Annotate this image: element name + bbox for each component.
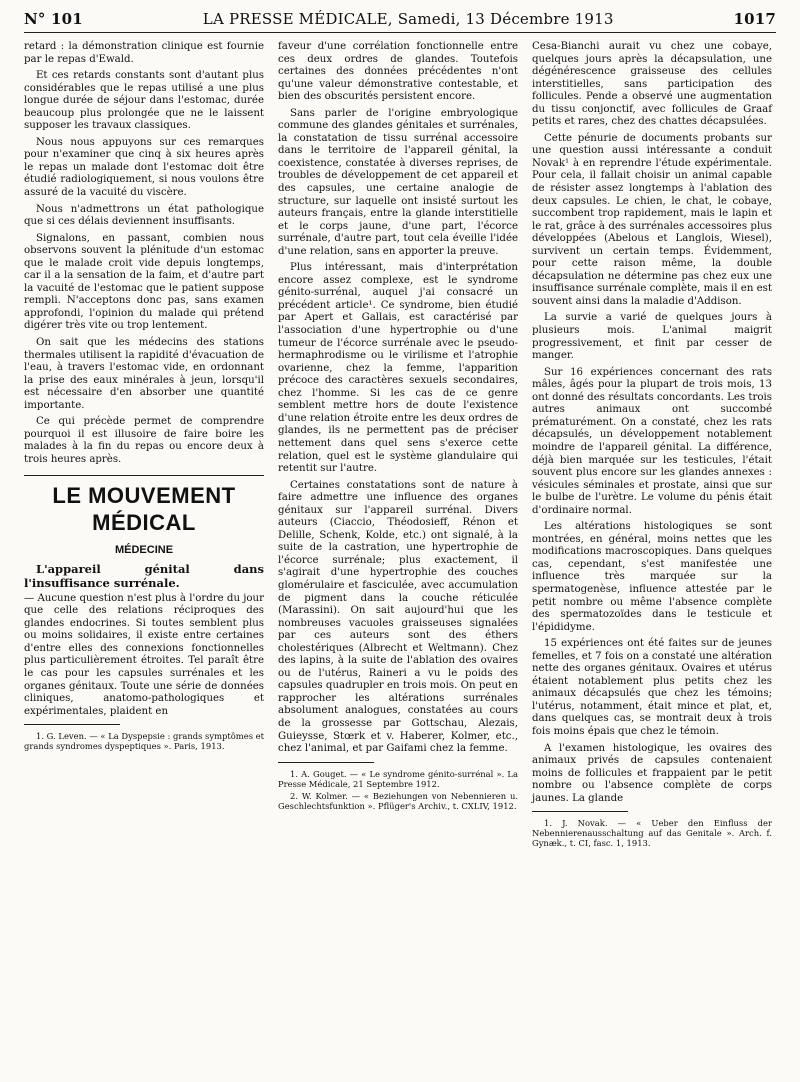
paragraph: A l'examen histologique, les ovaires des animaux privés de capsules contenaient moins de follicules et frappaient par le petit nombre ou l'absence complète de corps jaunes. La glande (532, 742, 772, 804)
column-1 (24, 41, 264, 851)
paragraph: Nous n'admettrons un état pathologique que si ces délais deviennent insuffisants. (24, 203, 264, 228)
paragraph: Ce qui précède permet de comprendre pourquoi il est illusoire de faire boire les malades à la fin du repas ou encore deux à trois heures après. (24, 416, 264, 465)
footnote-divider (24, 724, 120, 725)
paragraph: Sans parler de l'origine embryologique commune des glandes génitales et surrénales, la constatation de tissu surrénal accessoire dans le territoire de l'appareil génital, la coexistence, constatée à diverses reprises, de troubles de développement de cet appareil et des capsules, une certaine analogie de structure, sur laquelle ont insisté surtout les auteurs français, entre la glande interstitielle et le corps jaune, d'une part, l'écorce surrénale, d'autre part, tout cela éveille l'idée d'une relation, sans en apporter la preuve. (278, 107, 518, 257)
footnote: 2. W. Kolmer. — « Beziehungen von Nebennieren u. Geschlechtsfunktion ». Pflüger's Archiv., t. CXLIV, 1912. (278, 790, 518, 811)
paragraph: Sur 16 expériences concernant des rats mâles, âgés pour la plupart de trois mois, 13 ont donné des résultats concordants. Les trois autres animaux ont succombé prématurément. On a constaté, chez les rats décapsulés, un développement notablement moindre de l'appareil génital. La différence, déjà bien marquée sur les testicules, l'était souvent plus encore sur les glandes annexes : vésicules séminales et prostate, ainsi que sur le bulbe de l'urètre. Le volume du pénis était d'ordinaire normal. (532, 366, 772, 516)
paragraph: faveur d'une corrélation fonctionnelle entre ces deux ordres de glandes. Toutefois certaines des données précédentes n'ont qu'une valeur démonstrative contestable, et bien des obscurités persistent encore. (278, 41, 518, 103)
paragraph: La survie a varié de quelques jours à plusieurs mois. L'animal maigrit progressivement, et finit par cesser de manger. (532, 312, 772, 362)
section-title: LE MOUVEMENT MÉDICAL (52, 482, 236, 535)
paragraph: Signalons, en passant, combien nous observons souvent la plénitude d'un estomac que le malade croit vide depuis longtemps, car il a la sensation de la faim, et d'autre part la vacuité de l'estomac que le patient suppose rempli. N'acceptons donc pas, sans examen approfondi, l'opinion du malade qui prétend digérer très vite ou trop lentement. (24, 232, 264, 332)
article-title: L'appareil génital dans l'insuffisance surrénale. (24, 562, 264, 590)
paragraph: retard : la démonstration clinique est fournie par le repas d'Ewald. (24, 41, 264, 65)
footnote-divider (278, 762, 374, 763)
paragraph: Les altérations histologiques se sont montrées, en général, moins nettes que les modifications macroscopiques. Dans quelques cas, cependant, s'est manifestée une influence très marquée sur la spermatogenèse, influence attestée par le petit nombre ou même l'absence complète des spermatozoïdes dans le testicule et l'épididyme. (532, 521, 772, 633)
footnote: 1. J. Novak. — « Ueber den Einfluss der Nebennierenausschaltung auf das Genitale ». Arch. f. Gynæk., t. CI, fasc. 1, 1913. (532, 818, 772, 849)
paragraph: Et ces retards constants sont d'autant plus considérables que le repas utilisé a une plus longue durée de séjour dans l'estomac, durée beaucoup plus prolongée que ne le laissent supposer les travaux classiques. (24, 70, 264, 132)
page-number: 1017 (733, 10, 776, 28)
issue-number: N° 101 (24, 10, 83, 28)
footnote: 1. G. Leven. — « La Dyspepsie : grands symptômes et grands syndromes dyspeptiques ». Paris, 1913. (24, 731, 264, 752)
paragraph: Plus intéressant, mais d'interprétation encore assez complexe, est le syndrome génito-surrénal, auquel j'ai consacré un précédent article¹. Ce syndrome, bien étudié par Apert et Gallais, est caractérisé par l'association d'une hypertrophie ou d'une tumeur de l'écorce surrénale avec le pseudo-hermaphrodisme ou le virilisme et l'atrophie ovarienne, chez la femme, l'apparition précoce des caractères sexuels secondaires, chez l'homme. Si les cas de ce genre semblent mettre hors de doute l'existence d'une relation étroite entre les deux ordres de glandes, ils ne permettent pas de préciser nettement dans quel sens s'exerce cette relation, quel est le système glandulaire qui retentit sur l'autre. (278, 262, 518, 475)
footnotes (532, 818, 772, 848)
journal-title: LA PRESSE MÉDICALE, Samedi, 13 Décembre 1913 (202, 10, 614, 28)
footnote: 1. A. Gouget. — « Le syndrome génito-surrénal ». La Presse Médicale, 21 Septembre 1912. (278, 768, 518, 789)
column-3 (532, 41, 772, 851)
column-2 (278, 41, 518, 851)
page-header (24, 10, 776, 33)
section-divider (24, 475, 264, 476)
subsection-title: MÉDECINE (114, 543, 174, 556)
paragraph: Certaines constatations sont de nature à faire admettre une influence des organes génitaux sur l'appareil surrénal. Divers auteurs (Ciaccio, Théodosieff, Rénon et Delille, Schenk, Kolde, etc.) ont signalé, à la suite de la castration, une hypertrophie de l'écorce surrénale; plus exactement, il s'agirait d'une hypertrophie des couches glomérulaire et fasciculée, avec accumulation de pigment dans la couche réticulée (Marassini). On sait aujourd'hui que les nombreuses vacuoles graisseuses signalées par ces auteurs sont des éthers cholestériques (Albrecht et Weltmann). Chez des lapins, à la suite de l'ablation des ovaires ou de l'utérus, Raineri a vu le poids des capsules quadrupler en trois mois. On peut en rapprocher les altérations surrénales absolument analogues, constatées au cours de la grossesse par Gottschau, Alezais, Guieysse, Stœrk et v. Haberer, Kolmer, etc., chez l'animal, et par Gaifami chez la femme. (278, 479, 518, 755)
paragraph: — Aucune question n'est plus à l'ordre du jour que celle des relations réciproques des glandes endocrines. Si toutes semblent plus ou moins solidaires, il existe entre certaines d'entre elles des connexions fonctionnelles plus particulièrement étroites. Tel paraît être le cas pour les capsules surrénales et les organes génitaux. Toute une série de données cliniques, anatomo-pathologiques et expérimentales, plaident en (24, 592, 264, 717)
paragraph: On sait que les médecins des stations thermales utilisent la rapidité d'évacuation de l'eau, à travers l'estomac vide, en ordonnant la prise des eaux minérales à jeun, lorsqu'il est nécessaire d'en absorber une quantité importante. (24, 337, 264, 411)
article-columns (24, 41, 776, 851)
paragraph: Nous nous appuyons sur ces remarques pour n'examiner que cinq à six heures après le repas un malade dont l'estomac doit être étudié radiologiquement, si nous voulons être assuré de la vacuité du viscère. (24, 136, 264, 199)
footnotes (24, 731, 264, 751)
paragraph: 15 expériences ont été faites sur de jeunes femelles, et 7 fois on a constaté une altération nette des organes génitaux. Ovaires et utérus étaient notablement plus petits chez les animaux décapsulés que chez les témoins; l'utérus, notamment, était mince et plat, et, dans quelques cas, se montrait deux à trois fois moins épais que chez le témoin. (532, 638, 772, 737)
footnote-divider (532, 811, 628, 812)
paragraph: Cette pénurie de documents probants sur une question aussi intéressante a conduit Novak¹ à en reprendre l'étude expérimentale. Pour cela, il fallait choisir un animal capable de résister assez longtemps à l'ablation des deux capsules. Le chien, le chat, le cobaye, succombent trop rapidement, mais le lapin et le rat, grâce à des surrénales accessoires plus développées (Abelous et Langlois, Wiesel), survivent un certain temps. Évidemment, pour cette raison même, la double décapsulation ne détermine pas chez eux une insuffisance surrénale complète, mais il en est souvent ainsi dans la maladie d'Addison. (532, 132, 772, 307)
paragraph: Cesa-Bianchi aurait vu chez une cobaye, quelques jours après la décapsulation, une dégénérescence graisseuse des cellules interstitielles, sans participation des follicules. Pende a observé une augmentation du tissu conjonctif, avec follicules de Graaf petits et rares, chez des chattes décapsulées. (532, 41, 772, 128)
footnotes (278, 769, 518, 811)
